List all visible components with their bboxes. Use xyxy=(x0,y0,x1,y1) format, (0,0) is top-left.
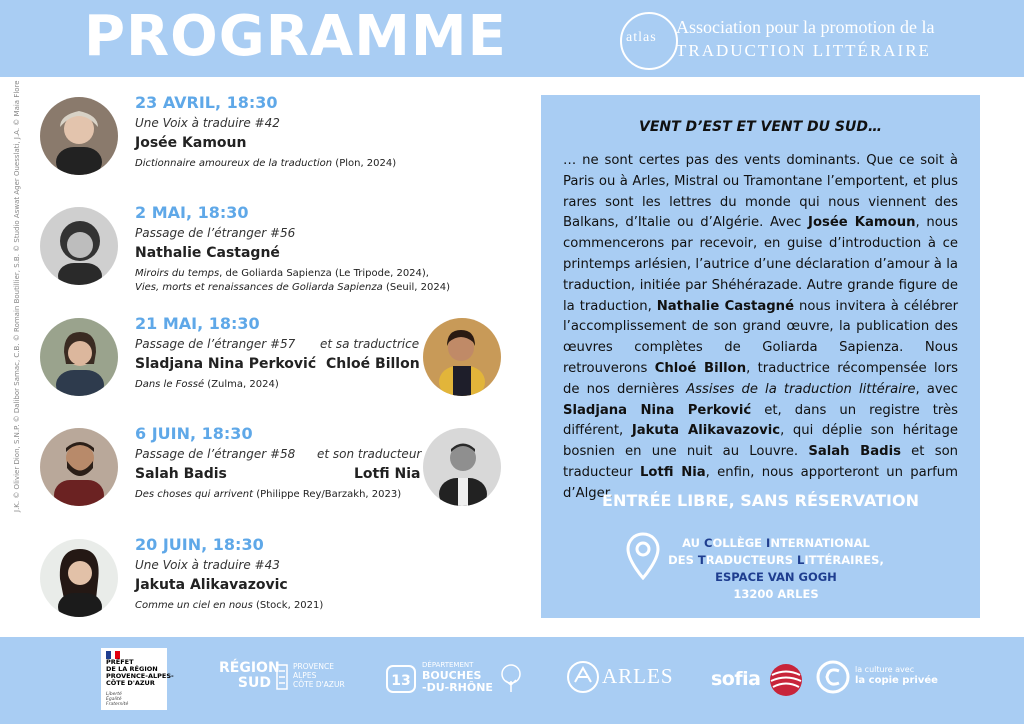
event-5 xyxy=(40,535,530,639)
region-name xyxy=(219,660,280,691)
event-series: Passage de l’étranger #57 xyxy=(135,337,296,351)
event-2 xyxy=(40,203,530,307)
event-3 xyxy=(40,314,530,418)
book-publisher-2: (Seuil, 2024) xyxy=(382,282,450,293)
portrait-alikavazovic-image xyxy=(40,539,118,617)
motto-line: Égalité xyxy=(106,697,122,702)
atlas-tagline-1: Association pour la promotion de la xyxy=(676,17,935,37)
event-guest: Jakuta Alikavazovic xyxy=(135,577,288,593)
region-line: RÉGION xyxy=(219,660,280,676)
book-title: Dictionnaire amoureux de la traduction xyxy=(135,158,333,169)
event-4 xyxy=(40,424,530,528)
portrait-badis-image xyxy=(40,428,118,506)
prefet-name xyxy=(106,659,174,687)
event-guest: Salah Badis xyxy=(135,466,227,482)
body-text: , qui déplie son héritage bosnien en une nuit au Louvre. xyxy=(563,423,958,460)
motto-line: Liberté xyxy=(106,692,122,697)
event-guest: Josée Kamoun xyxy=(135,135,247,151)
venue-letter: C xyxy=(703,536,713,550)
event-book xyxy=(135,378,279,392)
body-italic: Assises de la traduction littéraire xyxy=(686,381,916,397)
venue-text: ITTÉRAIRES, xyxy=(804,553,884,567)
departement-line: -DU-RHÔNE xyxy=(422,681,493,694)
body-text: … ne sont certes pas des vents dominants. Que ce soit à Paris ou à Arles, Mistral ou Tramontane l’emportent, et plus rares sont les lettres du monde qui nous viennent des Balkans, d’Italie ou d’Algérie. Avec xyxy=(563,153,958,231)
event-book xyxy=(135,488,401,502)
event-date: 23 AVRIL, 18:30 xyxy=(135,93,278,112)
region-sub-line: PROVENCE xyxy=(293,662,334,671)
panel-heading: VENT D’EST ET VENT DU SUD… xyxy=(638,119,882,135)
body-name: Jakuta Alikavazovic xyxy=(631,423,781,439)
copie-privee-line1: la culture avec xyxy=(855,665,915,674)
translator-name: Chloé Billon xyxy=(326,356,420,372)
book-publisher: , de Goliarda Sapienza (Le Tripode, 2024), xyxy=(219,268,429,279)
free-entry-notice: ENTRÉE LIBRE, SANS RÉSERVATION xyxy=(602,491,919,510)
event-series: Une Voix à traduire #43 xyxy=(135,558,280,572)
body-name: Josée Kamoun xyxy=(808,215,916,231)
book-title: Dans le Fossé xyxy=(135,379,205,390)
photo-credits: J.K. © Olivier Dion, S.N.P. © Dalibor Samac, C.B. © Romain Boutillier, S.B. © Studio Aswat Ager Ouesslati, J.A. © Maia Flore xyxy=(13,80,21,512)
intro-panel xyxy=(541,95,980,618)
region-sud-logo xyxy=(219,660,345,691)
portrait-castagne-image xyxy=(40,207,118,285)
body-name: Sladjana Nina Perković xyxy=(563,402,752,418)
venue-text: NTERNATIONAL xyxy=(770,536,870,550)
body-text: , traductrice récompensée lors de nos dernières xyxy=(563,360,958,397)
departement-label: DÉPARTEMENT xyxy=(422,661,474,669)
body-text: , nous commencerons par recevoir, en guise d’introduction à ce printemps arlésien, l’autrice d’une déclaration d’amour à la traduction, initiée par Shéhérazade. Autre grande figure de la traduction, xyxy=(563,215,958,314)
event-book xyxy=(135,157,396,171)
prefet-line: PROVENCE-ALPES- xyxy=(106,672,174,680)
event-date: 2 MAI, 18:30 xyxy=(135,203,249,222)
book-publisher: (Zulma, 2024) xyxy=(204,379,279,390)
venue-letter: L xyxy=(797,553,805,567)
translator-role: et son traducteur xyxy=(317,447,422,461)
book-title: Des choses qui arrivent xyxy=(135,489,254,500)
region-sub-line: ALPES xyxy=(293,671,317,680)
prefet-line: PRÉFET xyxy=(106,658,134,666)
prefet-logo xyxy=(101,648,174,710)
book-title: Miroirs du temps xyxy=(135,268,220,279)
sofia-emblem-icon xyxy=(767,662,805,698)
svg-text:13: 13 xyxy=(391,673,411,689)
venue-text: RADUCTEURS xyxy=(705,553,797,567)
book-title-2: Vies, morts et renaissances de Goliarda Sapienza xyxy=(135,282,383,293)
portrait-kamoun-image xyxy=(40,97,118,175)
body-name: Lotfi Nia xyxy=(640,464,706,480)
venue-letter: T xyxy=(697,553,706,567)
book-publisher: (Plon, 2024) xyxy=(332,158,397,169)
motto-line: Fraternité xyxy=(106,702,129,707)
body-text: , avec xyxy=(915,381,958,397)
venue-letter: I xyxy=(766,536,771,550)
portrait-perkovic-image xyxy=(40,318,118,396)
venue-text: OLLÈGE xyxy=(712,536,767,550)
sofia-name: sofia xyxy=(711,668,761,690)
panel-body xyxy=(563,151,958,505)
translator-role: et sa traductrice xyxy=(320,337,420,351)
atlas-word: atlas xyxy=(626,30,657,45)
body-text: et son traducteur xyxy=(563,444,958,480)
body-text: , enfin, nous apporteront un parfum d’Alger. xyxy=(563,464,958,501)
event-book xyxy=(135,267,450,295)
prefet-motto xyxy=(106,692,128,707)
region-subtitle xyxy=(293,662,345,689)
arles-emblem-icon xyxy=(566,660,600,694)
venue-place: ESPACE VAN GOGH xyxy=(715,570,837,584)
event-date: 21 MAI, 18:30 xyxy=(135,314,260,333)
departement-name xyxy=(422,670,493,694)
prefet-line: DE LA RÉGION xyxy=(106,665,158,673)
arles-name: ARLES xyxy=(602,664,674,688)
event-guest: Sladjana Nina Perković xyxy=(135,356,317,372)
portrait-nia-image xyxy=(423,428,501,506)
copie-privee-line2: la copie privée xyxy=(855,675,938,686)
body-text: nous invitera à célébrer l’accomplissement de son grand œuvre, la publication des œuvres complètes de Goliarda Sapienza. Nous retrouverons xyxy=(563,298,958,376)
book-publisher: (Philippe Rey/Barzakh, 2023) xyxy=(253,489,402,500)
atlas-tagline-2: TRADUCTION LITTÉRAIRE xyxy=(676,41,931,60)
book-publisher: (Stock, 2021) xyxy=(252,600,324,611)
event-guest: Nathalie Castagné xyxy=(135,245,280,261)
event-series: Passage de l’étranger #58 xyxy=(135,447,296,461)
copie-privee-icon xyxy=(815,659,851,695)
event-series: Une Voix à traduire #42 xyxy=(135,116,280,130)
atlas-logo xyxy=(620,10,935,70)
departement-line: BOUCHES xyxy=(422,669,482,682)
region-emblem-icon xyxy=(275,663,289,691)
tree-icon xyxy=(498,663,524,693)
venue-address xyxy=(651,535,901,603)
body-name: Nathalie Castagné xyxy=(656,298,795,314)
translator-name: Lotfi Nia xyxy=(354,466,421,482)
region-line: SUD xyxy=(237,675,271,691)
venue-city: 13200 ARLES xyxy=(733,587,819,601)
portrait-billon-image xyxy=(423,318,501,396)
event-1 xyxy=(40,93,530,197)
event-book xyxy=(135,599,323,613)
region-sub-line: CÔTE D'AZUR xyxy=(293,680,345,689)
page-title: PROGRAMME xyxy=(84,4,507,69)
body-name: Chloé Billon xyxy=(654,360,747,376)
body-name: Salah Badis xyxy=(808,444,901,460)
departement-13-icon xyxy=(386,665,416,693)
event-date: 20 JUIN, 18:30 xyxy=(135,535,264,554)
body-text: et, dans un registre très différent, xyxy=(563,402,958,439)
event-series: Passage de l’étranger #56 xyxy=(135,226,296,240)
book-title: Comme un ciel en nous xyxy=(135,600,253,611)
prefet-line: CÔTE D'AZUR xyxy=(106,679,155,687)
venue-text: AU xyxy=(682,536,704,550)
venue-text: DES xyxy=(668,553,698,567)
event-date: 6 JUIN, 18:30 xyxy=(135,424,253,443)
